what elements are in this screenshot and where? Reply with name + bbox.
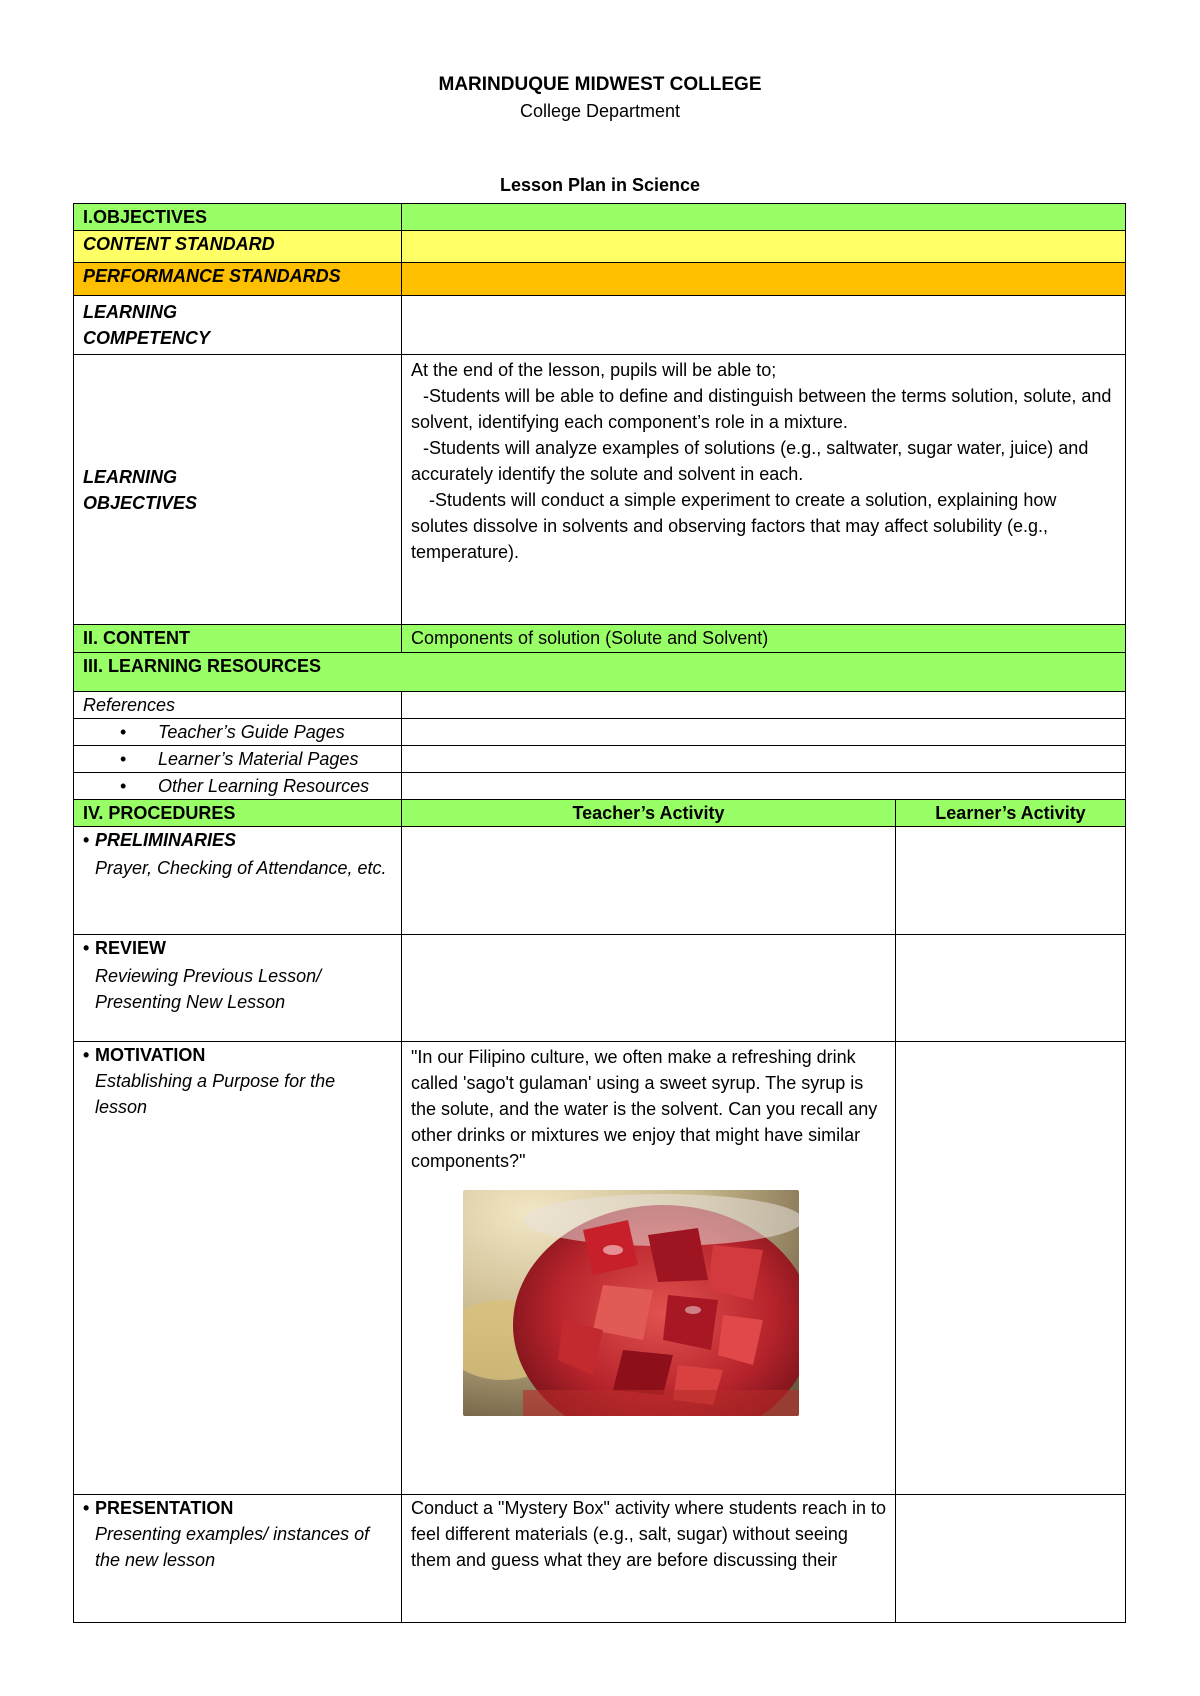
motivation-label (74, 1042, 402, 1495)
procedures-heading: IV. PROCEDURES (74, 800, 402, 827)
learning-objectives-label (74, 355, 402, 625)
reference-item-value (402, 719, 1126, 746)
performance-standards-value (402, 263, 1126, 296)
reference-row (74, 719, 1126, 746)
performance-standards-label: PERFORMANCE STANDARDS (74, 263, 402, 296)
motivation-title-line (83, 1042, 392, 1068)
objective-item-2: -Students will analyze examples of solutions (e.g., saltwater, sugar water, juice) and accurately identify the solute and solvent in each. (411, 438, 1089, 484)
review-title-line (83, 935, 392, 961)
review-row (74, 935, 1126, 1042)
lesson-plan-table (73, 203, 1126, 1623)
reference-item-2 (74, 746, 402, 773)
motivation-desc: Establishing a Purpose for the lesson (95, 1071, 336, 1117)
bullet-icon: • (120, 776, 127, 796)
learning-objectives-line2: OBJECTIVES (83, 492, 198, 513)
motivation-teacher (402, 1042, 896, 1495)
motivation-learner (896, 1042, 1126, 1495)
gulaman-drink-image (463, 1190, 799, 1416)
review-desc: Reviewing Previous Lesson/ Presenting New Lesson (95, 966, 322, 1012)
objectives-row (74, 204, 1126, 231)
review-teacher (402, 935, 896, 1042)
learning-resources-heading: III. LEARNING RESOURCES (74, 653, 1126, 692)
presentation-desc: Presenting examples/ instances of the new lesson (95, 1524, 370, 1570)
presentation-label (74, 1495, 402, 1623)
reference-item-label: Teacher’s Guide Pages (158, 722, 345, 742)
learning-objectives-value (402, 355, 1126, 625)
learning-objectives-line1: LEARNING (83, 466, 177, 487)
procedures-header-row (74, 800, 1126, 827)
motivation-row (74, 1042, 1126, 1495)
preliminaries-label (74, 827, 402, 935)
content-value: Components of solution (Solute and Solvent) (402, 625, 1126, 653)
content-standard-row (74, 231, 1126, 263)
learning-competency-line1: LEARNING (83, 302, 177, 322)
lesson-plan-title: Lesson Plan in Science (499, 175, 701, 195)
content-standard-value (402, 231, 1126, 263)
presentation-row (74, 1495, 1126, 1623)
references-value (402, 692, 1126, 719)
objective-item-3: -Students will conduct a simple experiment to create a solution, explaining how solutes dissolve in solvents and observing factors that may affect solubility (e.g., temperature). (411, 490, 1057, 562)
reference-row (74, 773, 1126, 800)
reference-row (74, 746, 1126, 773)
review-learner (896, 935, 1126, 1042)
gulaman-drink-illustration (463, 1190, 799, 1416)
review-label (74, 935, 402, 1042)
teacher-activity-heading: Teacher’s Activity (402, 800, 896, 827)
preliminaries-title-line (83, 827, 392, 853)
presentation-title-line (83, 1495, 392, 1521)
learning-competency-value (402, 296, 1126, 355)
preliminaries-teacher (402, 827, 896, 935)
content-row (74, 625, 1126, 653)
preliminaries-learner (896, 827, 1126, 935)
presentation-learner (896, 1495, 1126, 1623)
preliminaries-row (74, 827, 1126, 935)
bullet-icon: • (83, 1045, 90, 1065)
review-title: REVIEW (95, 938, 167, 958)
department-name: College Department (519, 101, 681, 121)
bullet-icon: • (83, 1498, 90, 1518)
bullet-icon: • (83, 830, 90, 850)
objectives-intro: At the end of the lesson, pupils will be able to; (411, 360, 777, 380)
presentation-title: PRESENTATION (95, 1498, 234, 1518)
learning-resources-row (74, 653, 1126, 692)
references-label: References (74, 692, 402, 719)
objectives-heading: I.OBJECTIVES (74, 204, 402, 231)
learning-competency-line2: COMPETENCY (83, 328, 211, 348)
reference-item-label: Learner’s Material Pages (158, 749, 359, 769)
bullet-icon: • (120, 722, 127, 742)
reference-item-1 (74, 719, 402, 746)
motivation-title: MOTIVATION (95, 1045, 206, 1065)
learning-competency-label (74, 296, 402, 355)
preliminaries-desc: Prayer, Checking of Attendance, etc. (95, 858, 387, 878)
learning-competency-row (74, 296, 1126, 355)
content-heading: II. CONTENT (74, 625, 402, 653)
reference-item-value (402, 773, 1126, 800)
bullet-icon: • (83, 938, 90, 958)
learning-objectives-row (74, 355, 1126, 625)
preliminaries-title: PRELIMINARIES (95, 830, 237, 850)
motivation-teacher-text: "In our Filipino culture, we often make a refreshing drink called 'sago't gulaman' using a sweet syrup. The syrup is the solute, and the water is the solvent. Can you recall any other drinks or mixtures we enjoy that might have similar components?" (411, 1047, 878, 1171)
references-row (74, 692, 1126, 719)
objectives-heading-fill (402, 204, 1126, 231)
objective-item-1: -Students will be able to define and distinguish between the terms solution, solute, and solvent, identifying each component’s role in a mixture. (411, 386, 1112, 432)
content-standard-label: CONTENT STANDARD (74, 231, 402, 263)
school-name: MARINDUQUE MIDWEST COLLEGE (438, 74, 762, 95)
bullet-icon: • (120, 749, 127, 769)
performance-standards-row (74, 263, 1126, 296)
presentation-teacher: Conduct a "Mystery Box" activity where students reach in to feel different materials (e.g., salt, sugar) without seeing them and guess what they are before discussing their (402, 1495, 896, 1623)
reference-item-value (402, 746, 1126, 773)
learner-activity-heading: Learner’s Activity (896, 800, 1126, 827)
reference-item-3 (74, 773, 402, 800)
reference-item-label: Other Learning Resources (158, 776, 370, 796)
